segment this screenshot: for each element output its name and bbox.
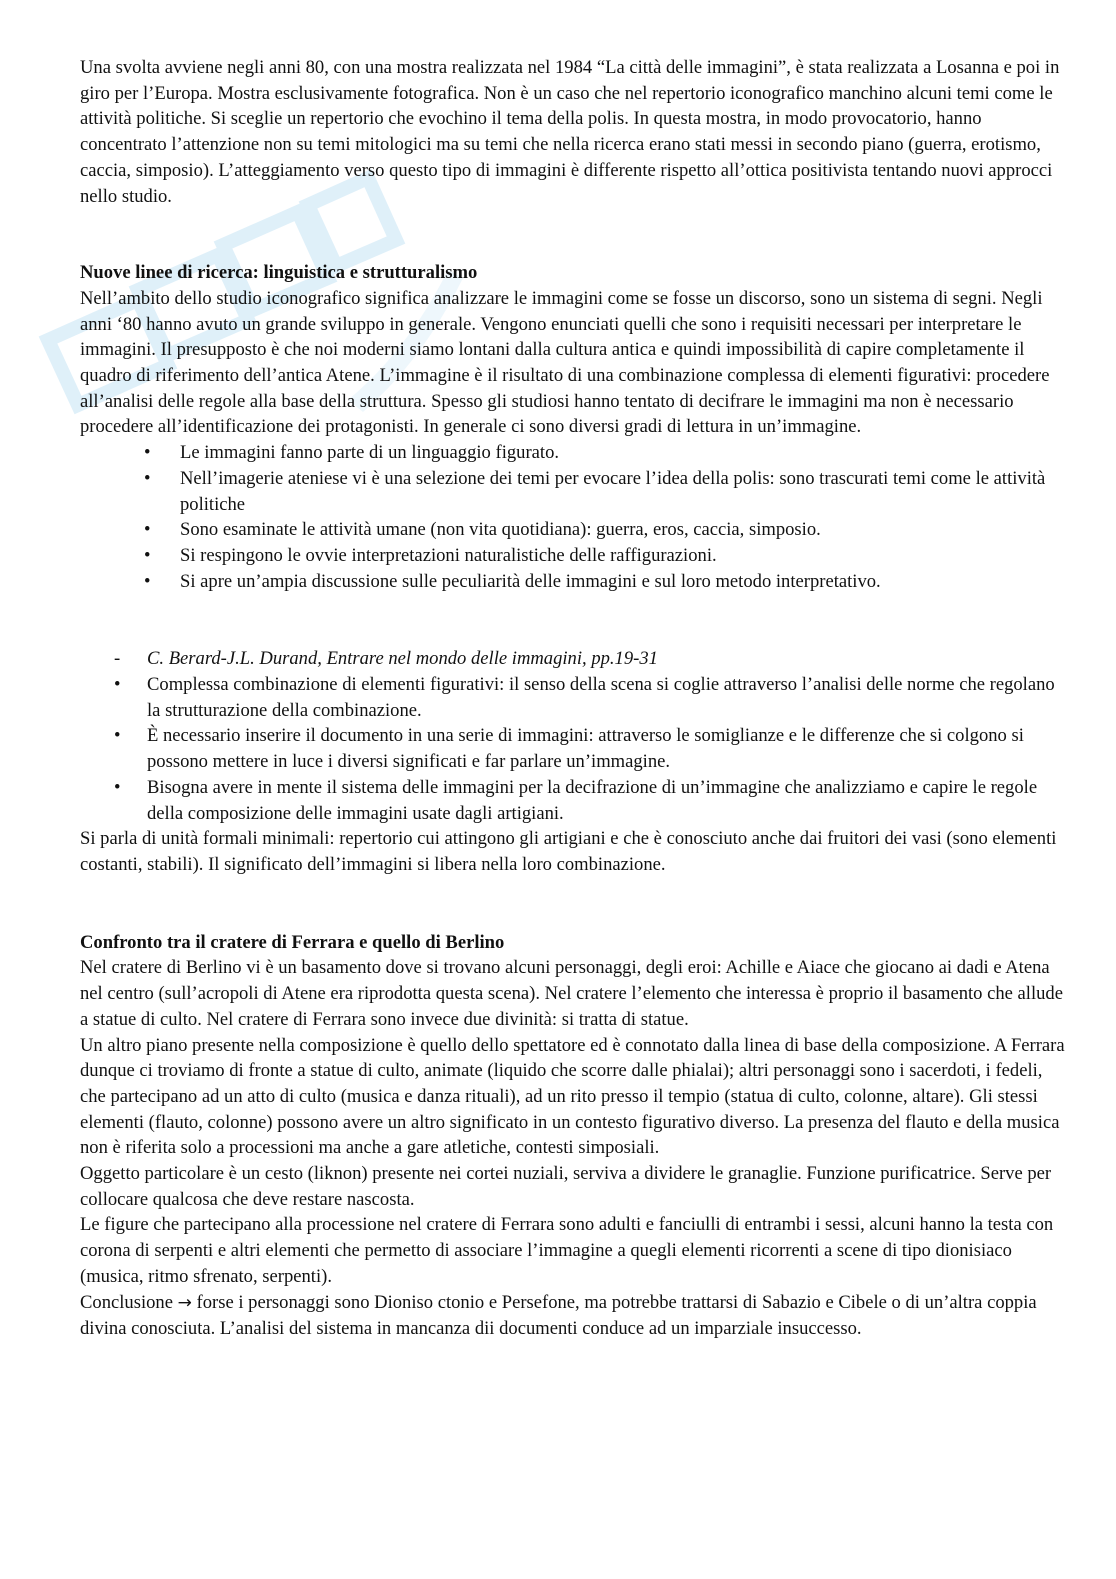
section3-paragraph: Oggetto particolare è un cesto (liknon) presente nei cortei nuziali, serviva a dividere le granaglie. Funzione purificatrice. Serve per collocare qualcosa che deve restare nascosta. [80,1163,1052,1210]
section2-bullet-list [80,672,1070,826]
bullet-icon: • [144,519,151,541]
list-item: • È necessario inserire il documento in una serie di immagini: attraverso le somiglianze e le differenze che si colgono si possono mettere in luce i diversi significati e far parlare un’immagine. [114,725,1024,773]
bullet-icon: • [144,544,151,566]
conclusion-label: Conclusione [80,1291,173,1313]
section3-paragraph: Nel cratere di Berlino vi è un basamento dove si trovano alcuni personaggi, degli eroi: Achille e Aiace che giocano ai dadi e Atena nel centro (sull’acropoli di Atene era riprodotta questa scena). Nel cratere l’elemento che interessa è proprio il basamento che allude a statue di culto. Nel cratere di Ferrara sono invece due divinità: si tratta di statue. [80,957,1063,1030]
conclusion-text: forse i personaggi sono Dioniso ctonio e Persefone, ma potrebbe trattarsi di Sabazio e Cibele o di un’altra coppia divina conosciuta. L’analisi del sistema in mancanza dii documenti conduce ad un imparziale insuccesso. [80,1291,1037,1340]
list-item: • Si apre un’ampia discussione sulle peculiarità delle immagini e sul loro metodo interpretativo. [80,569,1070,595]
spacer [80,209,1070,260]
bullet-icon: • [144,570,151,592]
section1-paragraph: Nell’ambito dello studio iconografico significa analizzare le immagini come se fosse un discorso, sono un sistema di segni. Negli anni ‘80 hanno avuto un grande sviluppo in generale. Vengono enunciati quelli che sono i requisiti necessari per interpretare le immagini. Il presupposto è che noi moderni siamo lontani dalla cultura antica e quindi impossibilità di capire completamente il quadro di riferimento dell’antica Atene. L’immagine è il risultato di una combinazione complessa di elementi figurativi: procedere all’analisi delle regole alla base della struttura. Spesso gli studiosi hanno tentato di decifrare le immagini ma non è necessario procedere all’identificazione dei protagonisti. In generale ci sono diversi gradi di lettura in un’immagine. [80,287,1050,438]
document-page [80,55,1070,1342]
spacer [80,878,1070,930]
reference-list [80,646,1070,672]
spacer [80,594,1070,646]
list-item: • Si respingono le ovvie interpretazioni naturalistiche delle raffigurazioni. [80,543,1070,569]
conclusion-paragraph [80,1290,1070,1342]
section2-paragraph: Si parla di unità formali minimali: repertorio cui attingono gli artigiani e che è conosciuto anche dai fruitori dei vasi (sono elementi costanti, stabili). Il significato dell’immagini si libera nella loro combinazione. [80,828,1057,875]
section-heading-comparison: Confronto tra il cratere di Ferrara e quello di Berlino [80,931,505,953]
section3-paragraph: Le figure che partecipano alla processione nel cratere di Ferrara sono adulti e fanciulli di entrambi i sessi, alcuni hanno la testa con corona di serpenti e altri elementi che permetto di associare l’immagine a quegli elementi ricorrenti a scene di tipo dionisiaco (musica, ritmo sfrenato, serpenti). [80,1214,1054,1287]
list-item: • Sono esaminate le attività umane (non vita quotidiana): guerra, eros, caccia, simposio. [80,517,1070,543]
reference-item: - C. Berard-J.L. Durand, Entrare nel mondo delle immagini, pp.19-31 [80,646,1070,672]
section-heading-linguistics: Nuove linee di ricerca: linguistica e strutturalismo [80,262,478,284]
section3-paragraph: Un altro piano presente nella composizione è quello dello spettatore ed è connotato dalla linea di base della composizione. A Ferrara dunque ci troviamo di fronte a statue di culto, animate (liquido che scorre dalle phialai); altri personaggi sono i sacerdoti, i fedeli, che partecipano ad un atto di culto (musica e danza rituali), ad un rito presso il tempio (statua di culto, colonne, altare). Gli stessi elementi (flauto, colonne) possono avere un altro significato in un contesto figurativo diverso. La presenza del flauto e della musica non è riferita solo a processioni ma anche a gare atletiche, contesti simposiali. [80,1034,1065,1159]
bullet-icon: • [114,776,121,798]
dash-icon: - [114,648,121,670]
arrow-right-icon: → [177,1292,192,1313]
bullet-icon: • [114,725,121,747]
list-item: • Le immagini fanno parte di un linguaggio figurato. [80,440,1070,466]
list-item: • Bisogna avere in mente il sistema delle immagini per la decifrazione di un’immagine che analizziamo e capire le regole della composizione delle immagini usate dagli artigiani. [114,776,1038,824]
list-item: • Complessa combinazione di elementi figurativi: il senso della scena si coglie attraverso l’analisi delle norme che regolano la strutturazione della combinazione. [114,674,1055,721]
bullet-icon: • [144,442,151,464]
bullet-icon: • [144,467,151,489]
intro-paragraph: Una svolta avviene negli anni 80, con una mostra realizzata nel 1984 “La città delle immagini”, è stata realizzata a Losanna e poi in giro per l’Europa. Mostra esclusivamente fotografica. Non è un caso che nel repertorio iconografico manchino alcuni temi come le attività politiche. Si sceglie un repertorio che evochino il tema della polis. In questa mostra, in modo provocatorio, hanno concentrato l’attenzione non su temi mitologici ma su temi che nella ricerca erano stati messi in secondo piano (guerra, erotismo, caccia, simposio). L’atteggiamento verso questo tipo di immagini è differente rispetto all’ottica positivista tentando nuovi approcci nello studio. [80,57,1060,207]
section1-bullet-list [80,440,1070,594]
list-item: • Nell’imagerie ateniese vi è una selezione dei temi per evocare l’idea della polis: sono trascurati temi come le attività politiche [144,467,1046,515]
bullet-icon: • [114,674,121,696]
